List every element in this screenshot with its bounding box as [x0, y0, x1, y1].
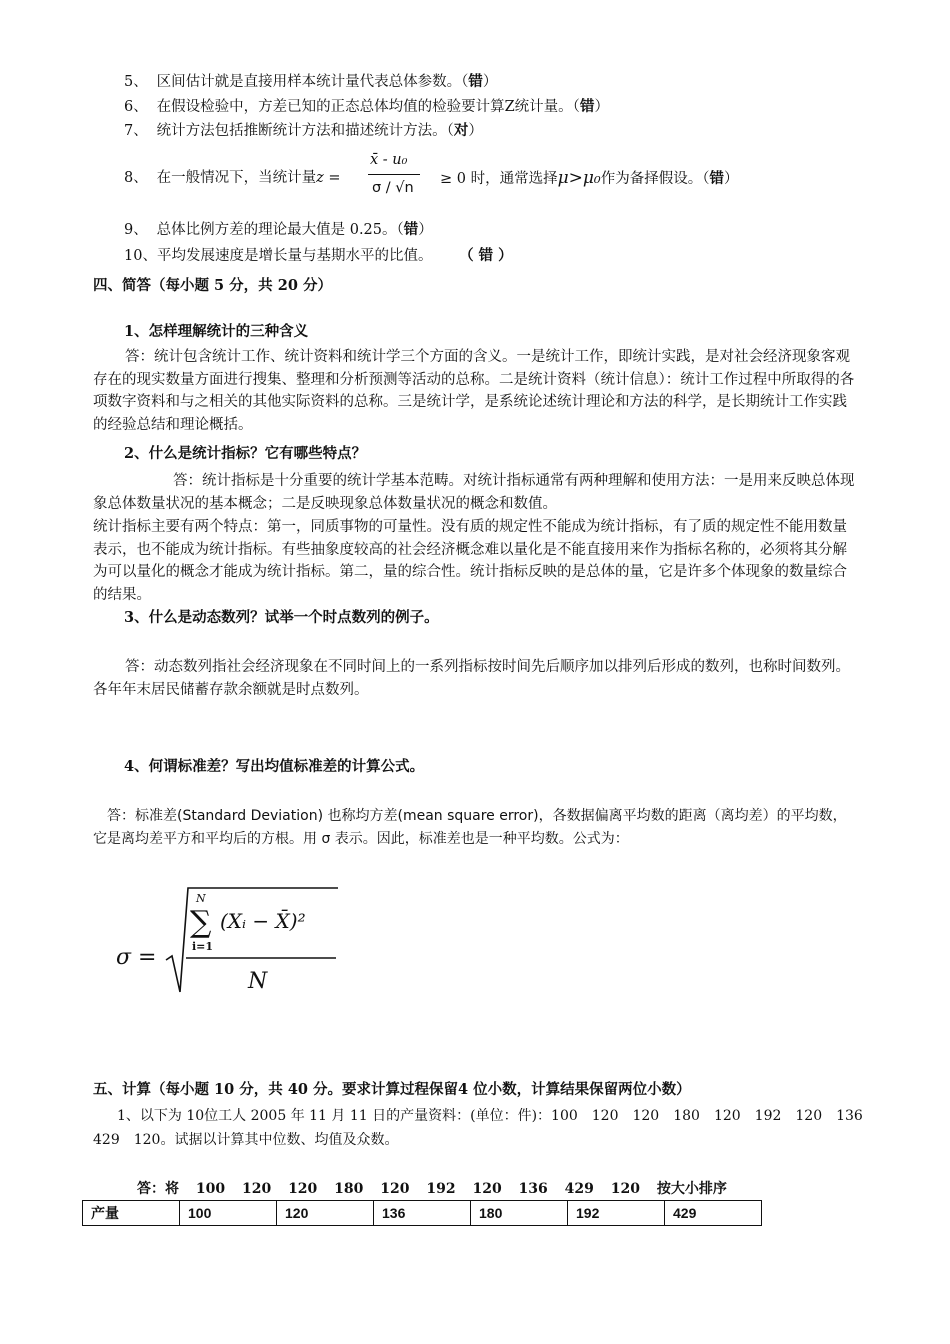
formula-denominator: N	[248, 969, 268, 994]
sum-upper-limit: N	[196, 892, 206, 905]
tf-item-8: 8、 在一般情况下，当统计量z =	[124, 170, 341, 186]
summation-symbol: ∑	[190, 905, 212, 940]
table-row	[83, 1201, 762, 1226]
q4-title: 4、何谓标准差？写出均值标准差的计算公式。	[124, 758, 425, 775]
q2-title: 2、什么是统计指标？它有哪些特点？	[124, 445, 367, 462]
table-cell: 192	[568, 1201, 665, 1226]
deviation-term: (Xᵢ − X̄)²	[220, 909, 306, 933]
tf-item-7: 7、 统计方法包括推断统计方法和描述统计方法。（对）	[124, 122, 483, 139]
section4-title: 四、简答（每小题 5 分，共 20 分）	[93, 277, 332, 294]
fraction-bar	[368, 174, 420, 175]
table-cell: 100	[180, 1201, 277, 1226]
q2-answer-a: 答：统计指标是十分重要的统计学基本范畴。对统计指标通常有两种理解和使用方法：一是用来反映总体现象总体数量状况的基本概念；二是反映现象总体数量状况的概念和数值。	[93, 473, 855, 512]
tf-item-9: 9、 总体比例方差的理论最大值是 0.25。（错）	[124, 221, 433, 238]
tf-item-5: 5、 区间估计就是直接用样本统计量代表总体参数。（错）	[124, 73, 498, 90]
calc-q1-text: 1、以下为 10位工人 2005 年 11 月 11 日的产量资料：(单位：件)：100 120 120 180 120 192 120 136 429 120。试据以计算其中位数、均值及众数。	[93, 1108, 877, 1148]
output-table	[82, 1200, 762, 1226]
table-cell: 136	[374, 1201, 471, 1226]
formula-graphic	[110, 880, 350, 1010]
q1-title: 1、怎样理解统计的三种含义	[124, 323, 309, 340]
tf-item-6: 6、 在假设检验中，方差已知的正态总体均值的检验要计算Z统计量。（错）	[124, 98, 609, 115]
sum-lower-limit: i=1	[192, 940, 214, 953]
sigma-label: σ =	[116, 945, 157, 970]
table-cell: 429	[665, 1201, 762, 1226]
table-header-cell: 产量	[83, 1201, 180, 1226]
tf-item-8-cont: ≥ 0 时，通常选择μ>μ₀作为备择假设。（错）	[440, 168, 739, 188]
calc-q1-answer-line: 答：将 100 120 120 180 120 192 120 136 429 120 按大小排序	[137, 1181, 727, 1197]
table-cell: 120	[277, 1201, 374, 1226]
q3-title: 3、什么是动态数列？试举一个时点数列的例子。	[124, 609, 439, 626]
q1-answer: 答：统计包含统计工作、统计资料和统计学三个方面的含义。一是统计工作，即统计实践，是对社会经济现象客观存在的现实数量方面进行搜集、整理和分析预测等活动的总称。二是统计资料（统计信息）：统计工作过程中所取得的各项数字资料和与之相关的其他实际资料的总称。三是统计学，是系统论述统计理论和方法的科学，是长期统计工作实践的经验总结和理论概括。	[93, 349, 855, 433]
standard-deviation-formula	[110, 880, 350, 1010]
section5-title: 五、计算（每小题 10 分，共 40 分。要求计算过程保留4 位小数，计算结果保留两位小数）	[93, 1081, 691, 1098]
q2-answer-b: 统计指标主要有两个特点：第一，同质事物的可量性。没有质的规定性不能成为统计指标，有了质的规定性不能用数量表示，也不能成为统计指标。有些抽象度较高的社会经济概念难以量化是不能直接用来作为指标名称的，必须将其分解为可以量化的概念才能成为统计指标。第二，量的综合性。统计指标反映的是总体的量，它是许多个体现象的数量综合的结果。	[93, 519, 847, 603]
q4-answer: 答：标准差(Standard Deviation) 也称均方差(mean square error)，各数据偏离平均数的距离（离均差）的平均数，它是离均差平方和平均后的方根。用 σ 表示。因此，标准差也是一种平均数。公式为：	[93, 808, 847, 847]
tf-item-10: 10、平均发展速度是增长量与基期水平的比值。 （ 错 ）	[124, 247, 513, 264]
z-statistic-fraction: x̄ - u₀ σ / √n	[368, 152, 428, 212]
table-cell: 180	[471, 1201, 568, 1226]
q3-answer: 答：动态数列指社会经济现象在不同时间上的一系列指标按时间先后顺序加以排列后形成的数列，也称时间数列。各年年末居民储蓄存款余额就是时点数列。	[93, 659, 850, 698]
